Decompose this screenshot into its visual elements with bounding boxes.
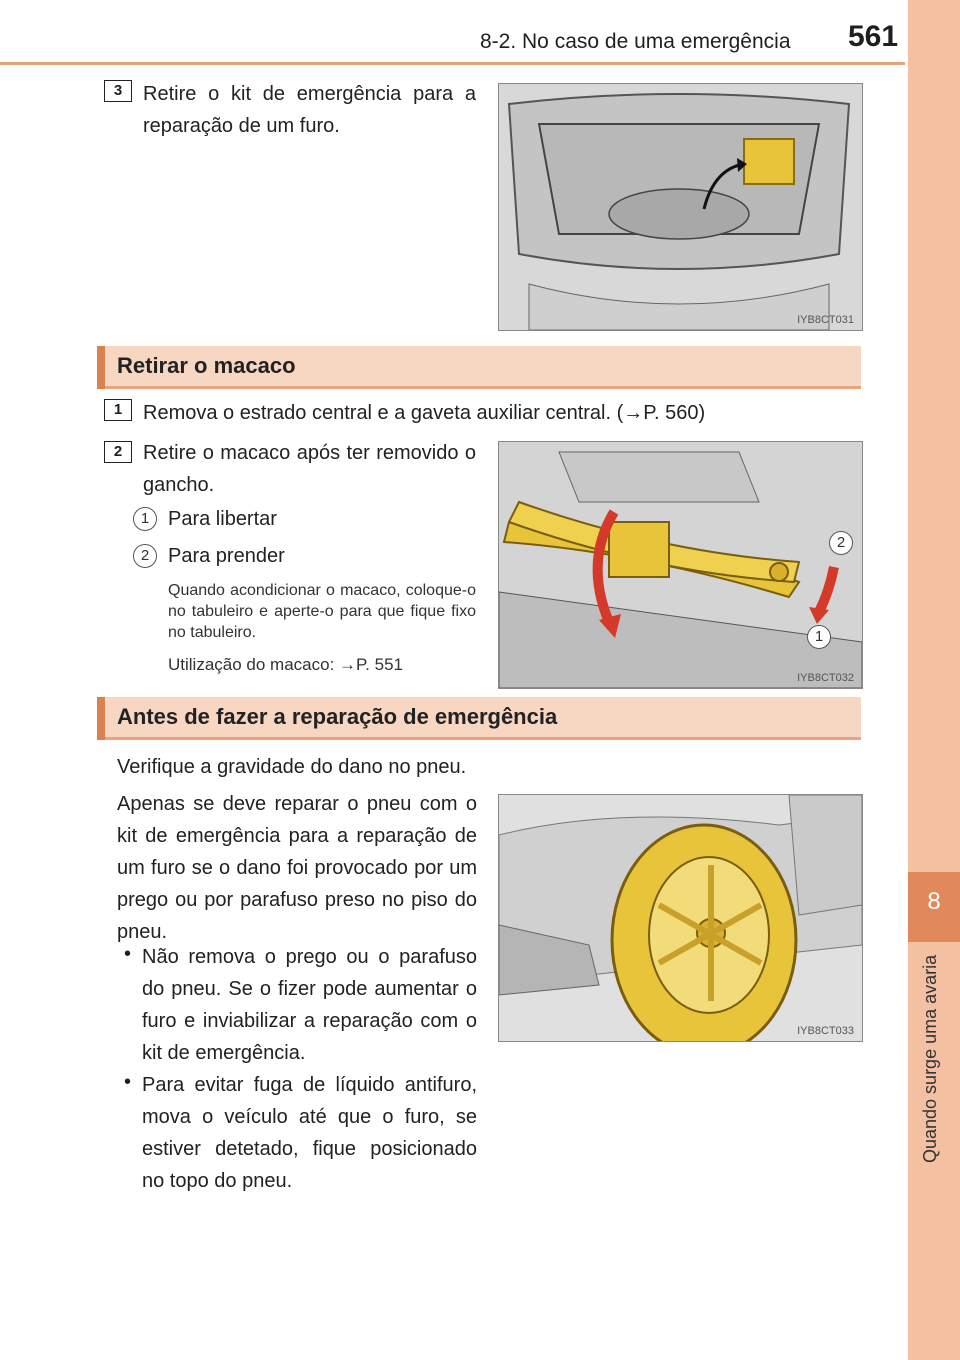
figure-trunk-kit bbox=[498, 83, 863, 331]
chapter-number: 8 bbox=[927, 888, 941, 915]
callout-1: 1 bbox=[807, 625, 831, 649]
bullet-item-2: Para evitar fuga de líquido antifuro, mova o veículo até que o furo, se estiver detetado, fique posicionado no topo do pneu. bbox=[142, 1074, 477, 1192]
step-2-text: Retire o macaco após ter removido o gancho. bbox=[143, 442, 476, 496]
jack-illustration bbox=[499, 442, 862, 688]
step-badge-1: 1 bbox=[104, 399, 132, 421]
step-badge-3: 3 bbox=[104, 80, 132, 102]
jack-note: Quando acondicionar o macaco, coloque-o no tabuleiro e aperte-o para que fique fixo no tabuleiro. bbox=[168, 582, 476, 641]
running-header: 8-2. No caso de uma emergência bbox=[480, 30, 791, 53]
section-accent bbox=[97, 346, 105, 389]
tire-illustration bbox=[499, 795, 862, 1041]
trunk-illustration bbox=[499, 84, 862, 330]
section-bar-repair bbox=[97, 697, 861, 740]
item-number-1: 1 bbox=[133, 507, 157, 531]
item-number-2: 2 bbox=[133, 544, 157, 568]
figure-code: IYB8CT032 bbox=[797, 672, 854, 684]
item-label-secure: Para prender bbox=[168, 545, 285, 567]
bullet-marker: • bbox=[124, 943, 132, 965]
step-badge-2: 2 bbox=[104, 441, 132, 463]
repair-paragraph: Apenas se deve reparar o pneu com o kit de emergência para a reparação de um furo se o dano foi provocado por um prego ou por parafuso preso no piso do pneu. bbox=[117, 793, 477, 943]
figure-jack bbox=[498, 441, 863, 689]
section-bar-jack bbox=[97, 346, 861, 389]
jack-reference: Utilização do macaco: →P. 551 bbox=[168, 655, 403, 674]
bullet-item-1: Não remova o prego ou o parafuso do pneu. Se o fizer pode aumentar o furo e inviabilizar a reparação com o kit de emergência. bbox=[142, 946, 477, 1064]
page-number: 561 bbox=[848, 20, 899, 53]
item-label-release: Para libertar bbox=[168, 508, 277, 530]
chapter-title: Quando surge uma avaria bbox=[920, 955, 940, 1164]
step-3-text: Retire o kit de emergência para a reparação de um furo. bbox=[143, 83, 476, 137]
section-title: Antes de fazer a reparação de emergência bbox=[117, 704, 558, 729]
section-accent bbox=[97, 697, 105, 740]
repair-intro: Verifique a gravidade do dano no pneu. bbox=[117, 756, 467, 778]
figure-code: IYB8CT031 bbox=[797, 314, 854, 326]
section-title: Retirar o macaco bbox=[117, 353, 296, 378]
bullet-marker: • bbox=[124, 1071, 132, 1093]
figure-code: IYB8CT033 bbox=[797, 1025, 854, 1037]
header-rule bbox=[0, 62, 905, 65]
callout-2: 2 bbox=[829, 531, 853, 555]
step-1-text: Remova o estrado central e a gaveta auxiliar central. (→P. 560) bbox=[143, 402, 706, 424]
figure-tire bbox=[498, 794, 863, 1042]
